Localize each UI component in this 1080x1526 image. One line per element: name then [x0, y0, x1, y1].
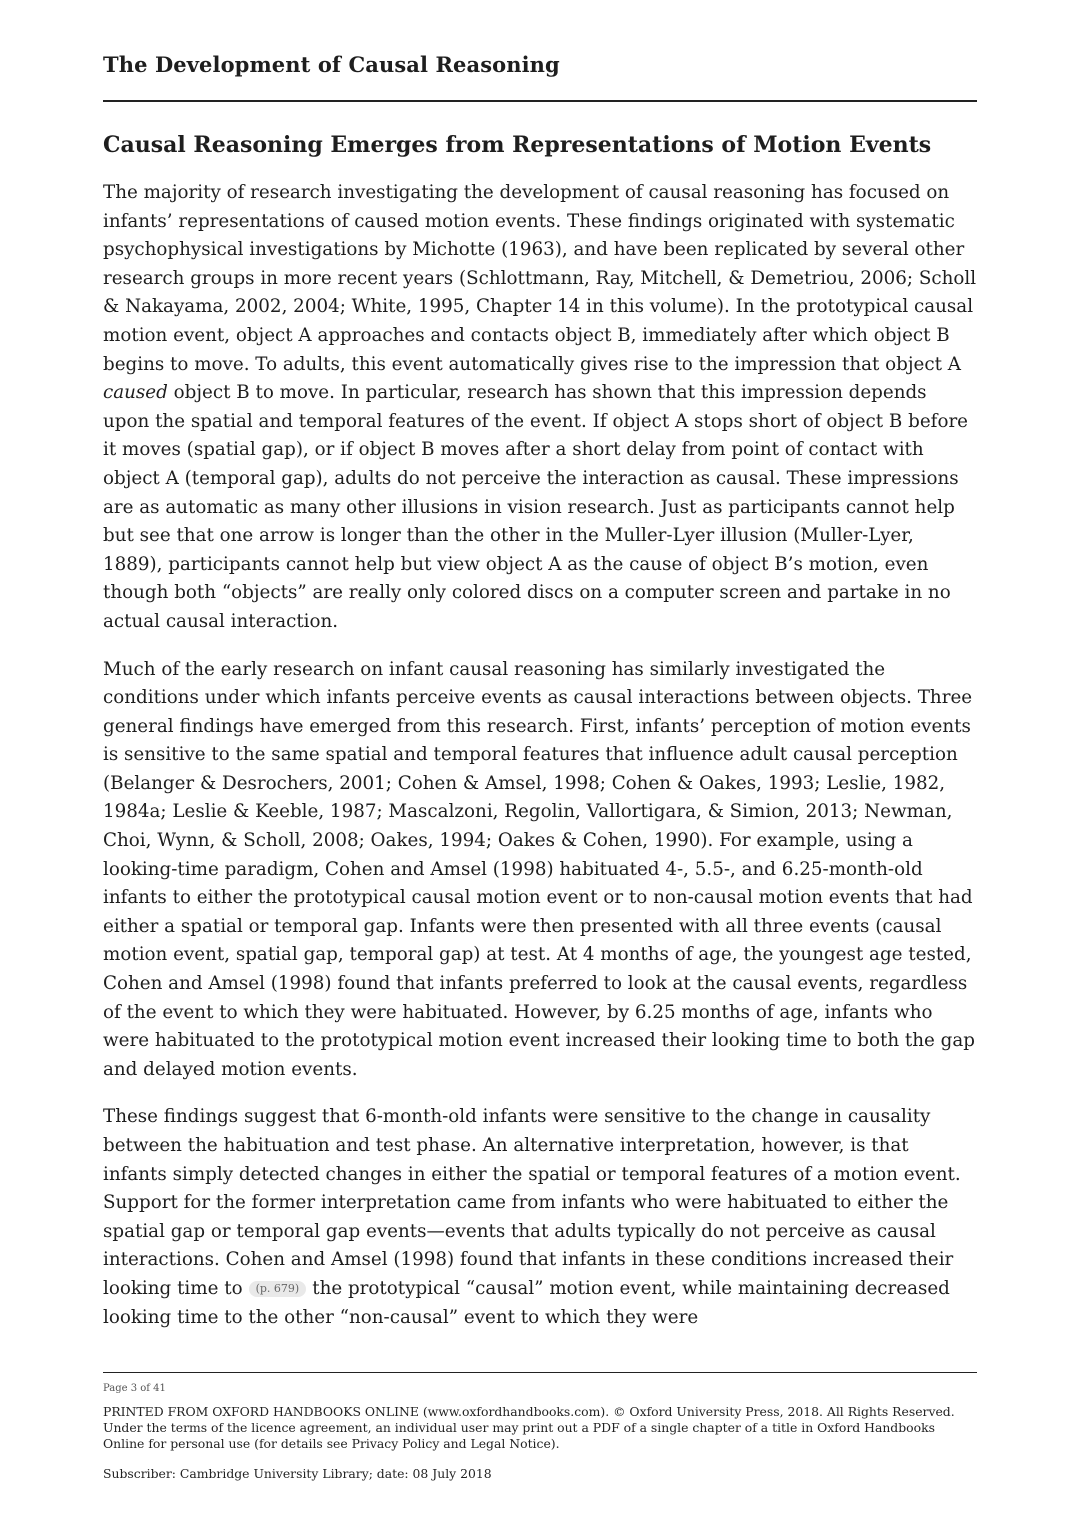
header-divider — [103, 100, 977, 102]
paragraph-1-text-end: object B to move. In particular, research has shown that this impression depends upon the spatial and temporal features of the event. If object A stops short of object B before it moves (spatial gap), or if object B moves after a short delay from point of contact with object A (temporal gap), adults do not perceive the interaction as causal. These impressions are as automatic as many other illusions in vision research. Just as participants cannot help but see that one arrow is longer than the other in the Muller-Lyer illusion (Muller-Lyer, 1889), participants cannot help but view object A as the cause of object B’s motion, even though both “objects” are really only colored discs on a computer screen and partake in no actual causal interaction. — [103, 382, 969, 632]
section-heading: Causal Reasoning Emerges from Representations of Motion Events — [103, 132, 932, 158]
footer-divider — [103, 1372, 977, 1373]
italic-emphasis: caused — [103, 382, 168, 404]
subscriber-line: Subscriber: Cambridge University Library; date: 08 July 2018 — [103, 1466, 492, 1481]
paragraph-3-text-end: the prototypical “causal” motion event, while maintaining decreased looking time to the other “non-causal” event to which they were — [103, 1277, 950, 1328]
print-page-marker: (p. 679) — [249, 1281, 307, 1297]
paragraph-2: Much of the early research on infant causal reasoning has similarly investigated the conditions under which infants perceive events as causal interactions between objects. Three general findings have emerged from this research. First, infants’ perception of motion events is sensitive to the same spatial and temporal features that influence adult causal perception (Belanger & Desrochers, 2001; Cohen & Amsel, 1998; Cohen & Oakes, 1993; Leslie, 1982, 1984a; Leslie & Keeble, 1987; Mascalzoni, Regolin, Vallortigara, & Simion, 2013; Newman, Choi, Wynn, & Scholl, 2008; Oakes, 1994; Oakes & Cohen, 1990). For example, using a looking-time paradigm, Cohen and Amsel (1998) habituated 4-, 5.5-, and 6.25-month-old infants to either the prototypical causal motion event or to non-causal motion events that had either a spatial or temporal gap. Infants were then presented with all three events (causal motion event, spatial gap, temporal gap) at test. At 4 months of age, the youngest age tested, Cohen and Amsel (1998) found that infants preferred to look at the causal events, regardless of the event to which they were habituated. However, by 6.25 months of age, infants who were habituated to the prototypical motion event increased their looking time to both the gap and delayed motion events. — [103, 658, 975, 1080]
paragraph-3-text-start: These findings suggest that 6-month-old infants were sensitive to the change in causality between the habituation and test phase. An alternative interpretation, however, is that infants simply detected changes in either the spatial or temporal features of a motion event. Support for the former interpretation came from infants who were habituated to either the spatial gap or temporal gap events—events that adults typically do not perceive as causal interactions. Cohen and Amsel (1998) found that infants in these conditions increased their looking time to — [103, 1106, 961, 1299]
paragraph-3 — [103, 1103, 977, 1332]
body-text — [103, 179, 977, 1351]
page-number: Page 3 of 41 — [103, 1383, 166, 1394]
running-header-title: The Development of Causal Reasoning — [103, 52, 560, 77]
paragraph-1 — [103, 179, 977, 637]
copyright-notice: PRINTED FROM OXFORD HANDBOOKS ONLINE (www.oxfordhandbooks.com). © Oxford University Press, 2018. All Rights Reserved. Under the terms of the licence agreement, an individual user may print out a PDF of a single chapter of a title in Oxford Handbooks Online for personal use (for details see Privacy Policy and Legal Notice). — [103, 1404, 955, 1451]
paragraph-1-text-start: The majority of research investigating the development of causal reasoning has focused on infants’ representations of caused motion events. These findings originated with systematic psychophysical investigations by Michotte (1963), and have been replicated by several other research groups in more recent years (Schlottmann, Ray, Mitchell, & Demetriou, 2006; Scholl & Nakayama, 2002, 2004; White, 1995, Chapter 14 in this volume). In the prototypical causal motion event, object A approaches and contacts object B, immediately after which object B begins to move. To adults, this event automatically gives rise to the impression that object A — [103, 182, 977, 375]
